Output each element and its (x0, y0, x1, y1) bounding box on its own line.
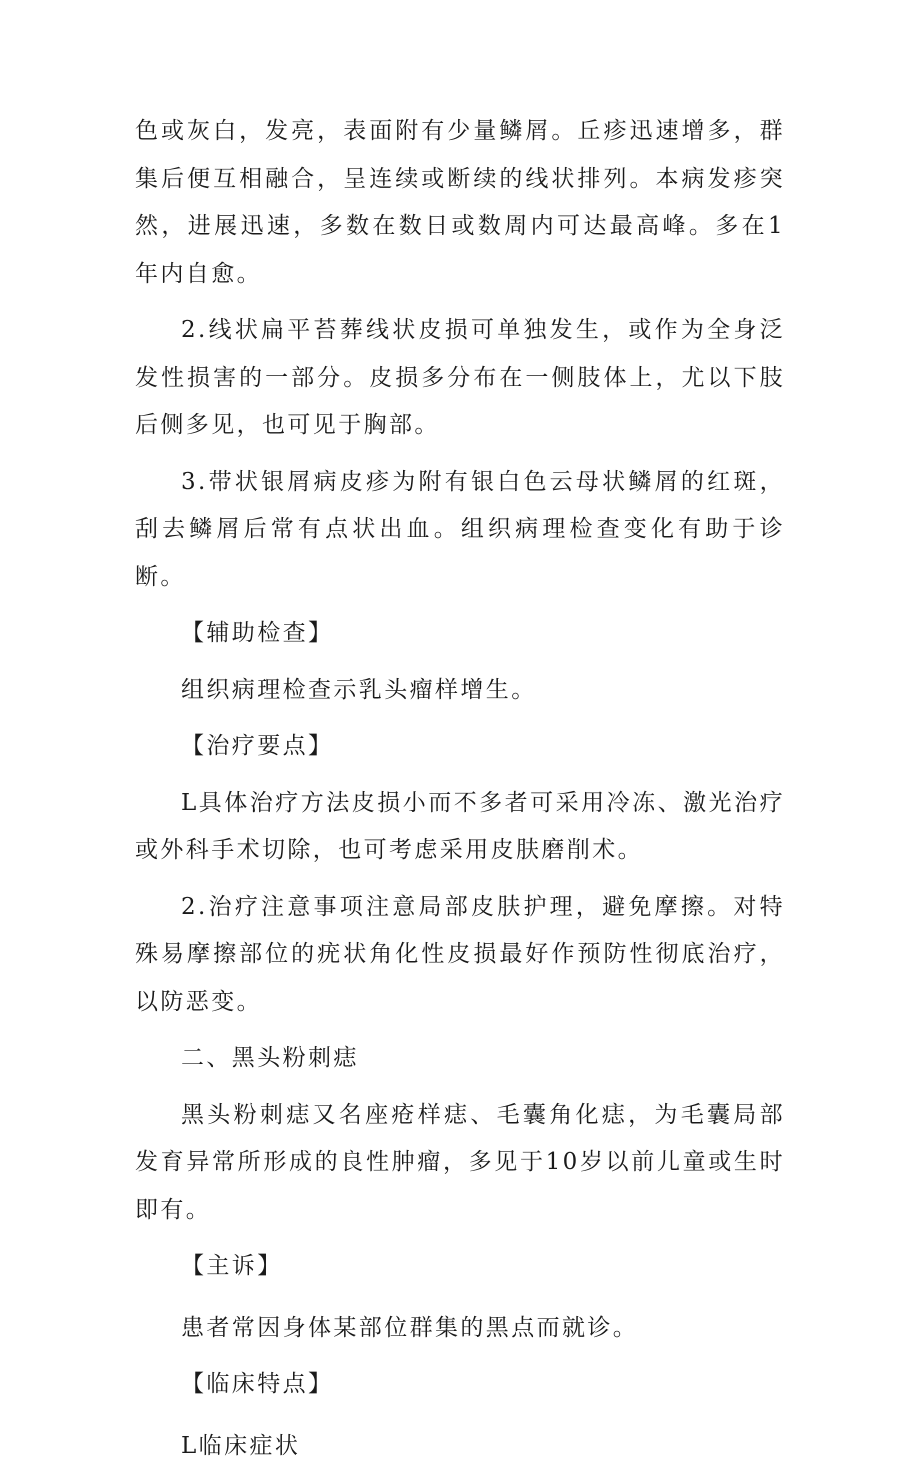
heading-section-comedo-nevus: 二、黑头粉刺痣 (135, 1035, 785, 1083)
paragraph-rash-description: 色或灰白，发亮，表面附有少量鳞屑。丘疹迅速增多，群集后便互相融合，呈连续或断续的线状排列。本病发疹突然，进展迅速，多数在数日或数周内可达最高峰。多在1年内自愈。 (135, 108, 785, 298)
heading-chief-complaint: 【主诉】 (135, 1243, 785, 1291)
paragraph-treatment-notes: 2.治疗注意事项注意局部皮肤护理，避免摩擦。对特殊易摩擦部位的疣状角化性皮损最好作预防性彻底治疗，以防恶变。 (135, 884, 785, 1027)
paragraph-linear-lichen-planus: 2.线状扁平苔葬线状皮损可单独发生，或作为全身泛发性损害的一部分。皮损多分布在一侧肢体上，尤以下肢后侧多见，也可见于胸部。 (135, 307, 785, 450)
paragraph-clinical-symptoms: L临床症状 (135, 1423, 785, 1470)
heading-clinical-features: 【临床特点】 (135, 1361, 785, 1409)
paragraph-chief-complaint: 患者常因身体某部位群集的黑点而就诊。 (135, 1305, 785, 1353)
heading-auxiliary-exam: 【辅助检查】 (135, 610, 785, 658)
paragraph-banded-psoriasis: 3.带状银屑病皮疹为附有银白色云母状鳞屑的红斑，刮去鳞屑后常有点状出血。组织病理检查变化有助于诊断。 (135, 459, 785, 602)
paragraph-treatment-method: L具体治疗方法皮损小而不多者可采用冷冻、激光治疗或外科手术切除，也可考虑采用皮肤磨削术。 (135, 780, 785, 875)
heading-treatment: 【治疗要点】 (135, 723, 785, 771)
paragraph-comedo-nevus-intro: 黑头粉刺痣又名座疮样痣、毛囊角化痣，为毛囊局部发育异常所形成的良性肿瘤，多见于10岁以前儿童或生时即有。 (135, 1092, 785, 1235)
paragraph-auxiliary-exam: 组织病理检查示乳头瘤样增生。 (135, 667, 785, 715)
